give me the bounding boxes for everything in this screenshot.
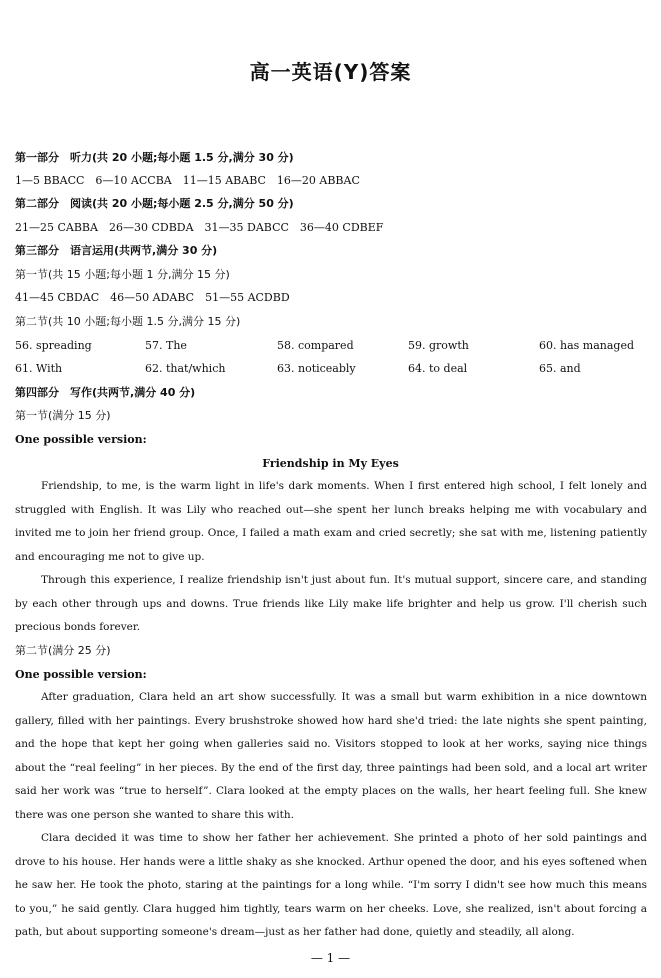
part2-answers: 21—25 CABBA 26—30 CDBDA 31—35 DABCC 36—40 CDBEF [15, 221, 384, 234]
part3-section1-answers: 41—45 CBDAC 46—50 ADABC 51—55 ACDBD [15, 291, 290, 304]
page-number: — 1 — [310, 951, 351, 965]
version-label-2: One possible version: [15, 668, 147, 681]
part1-heading: 第一部分 听力(共 20 小题;每小题 1.5 分,满分 30 分) [15, 151, 294, 164]
part4-section1-heading: 第一节(满分 15 分) [15, 409, 111, 422]
answer-60: 60. has managed [539, 339, 634, 352]
answer-56: 56. spreading [15, 339, 92, 352]
version-label-1: One possible version: [15, 433, 147, 446]
part3-section2-heading: 第二节(共 10 小题;每小题 1.5 分,满分 15 分) [15, 315, 241, 328]
part3-heading: 第三部分 语言运用(共两节,满分 30 分) [15, 244, 218, 257]
answer-row-56-60 [15, 339, 655, 353]
part1-answers: 1—5 BBACC 6—10 ACCBA 11—15 ABABC 16—20 ABBAC [15, 174, 360, 187]
answer-59: 59. growth [408, 339, 469, 352]
answer-65: 65. and [539, 362, 581, 375]
answer-64: 64. to deal [408, 362, 468, 375]
answer-63: 63. noticeably [277, 362, 356, 375]
essay-paragraph-2: Through this experience, I realize friendship isn't just about fun. It's mutual support, sincere care, and standing by each other through ups and downs. True friends like Lily make life brighter and help us grow. I'll cherish such precious bonds forever. [15, 574, 647, 633]
part4-heading: 第四部分 写作(共两节,满分 40 分) [15, 386, 196, 399]
story-paragraph-1: After graduation, Clara held an art show successfully. It was a small but warm exhibition in a nice downtown gallery, filled with her paintings. Every brushstroke showed how hard she'd tried: the late nights she spent painting, and the hope that kept her going when galleries said no. Visitors stopped to look at her works, saying nice things about the “real feeling” in her pieces. By the end of the first day, three paintings had been sold, and a local art writer said her work was “true to herself”. Clara looked at the empty places on the walls, her heart feeling full. She knew there was one person she wanted to share this with. [15, 691, 647, 821]
answer-57: 57. The [145, 339, 187, 352]
essay-paragraph-1: Friendship, to me, is the warm light in life's dark moments. When I first entered high school, I felt lonely and struggled with English. It was Lily who reached out—she spent her lunch breaks helping me with vocabulary and invited me to join her friend group. Once, I failed a math exam and cried secretly; she sat with me, listening patiently and encouraging me not to give up. [15, 480, 647, 563]
answer-58: 58. compared [277, 339, 354, 352]
essay-title: Friendship in My Eyes [262, 457, 399, 470]
part2-heading: 第二部分 阅读(共 20 小题;每小题 2.5 分,满分 50 分) [15, 197, 294, 210]
story-paragraph-2: Clara decided it was time to show her father her achievement. She printed a photo of her sold paintings and drove to his house. Her hands were a little shaky as she knocked. Arthur opened the door, and his eyes softened when he saw her. He took the photo, staring at the paintings for a long while. “I'm sorry I didn't see how much this means to you,” he said gently. Clara hugged him tightly, tears warm on her cheeks. Love, she realized, isn't about forcing a path, but about supporting someone's dream—just as her father had done, quietly and steadily, all along. [15, 832, 647, 938]
part3-section1-heading: 第一节(共 15 小题;每小题 1 分,满分 15 分) [15, 268, 230, 281]
page-title: 高一英语(Y)答案 [249, 60, 412, 84]
answer-61: 61. With [15, 362, 63, 375]
part4-section2-heading: 第二节(满分 25 分) [15, 644, 111, 657]
answer-62: 62. that/which [145, 362, 226, 375]
answer-row-61-65 [15, 362, 655, 376]
